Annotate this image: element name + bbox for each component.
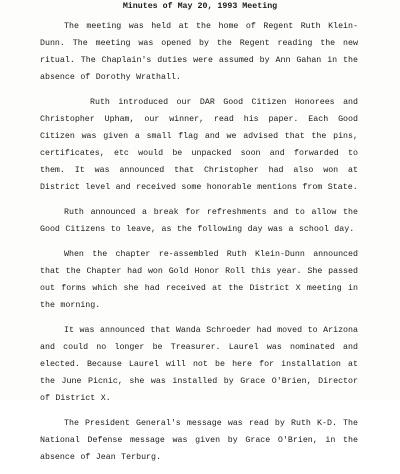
paragraph-gold-honor-roll: When the chapter re-assembled Ruth Klein-Dunn announced that the Chapter had won Gold Honor Roll this year. She passed out forms which she had received at the District X meeting in the morning. [40, 250, 358, 310]
document-body [40, 18, 358, 474]
paragraph-messages: The President General's message was read by Ruth K-D. The National Defense message was given by Grace O'Brien, in the absence of Jean Terburg. [40, 419, 358, 462]
paragraph-treasurer: It was announced that Wanda Schroeder had moved to Arizona and could no longer be Treasurer. Laurel was nominated and elected. Because Laurel will not be here for installation at the June Picnic, she was installed by Grace O'Brien, Director of District X. [40, 326, 358, 403]
paragraph-good-citizens: Ruth introduced our DAR Good Citizen Honorees and Christopher Upham, our winner, read his paper. Each Good Citizen was given a small flag and we advised that the pins, certificates, etc would be unpacked soon and forwarded to them. It was announced that Christopher had also won at District level and received some honorable mentions from State. [40, 98, 358, 192]
paragraph-meeting-opening: The meeting was held at the home of Regent Ruth Klein-Dunn. The meeting was opened by the Regent reading the new ritual. The Chaplain's duties were assumed by Ann Gahan in the absence of Dorothy Wrathall. [40, 22, 358, 82]
paragraph-refreshment-break: Ruth announced a break for refreshments and to allow the Good Citizens to leave, as the following day was a school day. [40, 208, 358, 234]
document-title: Minutes of May 20, 1993 Meeting [122, 2, 278, 11]
